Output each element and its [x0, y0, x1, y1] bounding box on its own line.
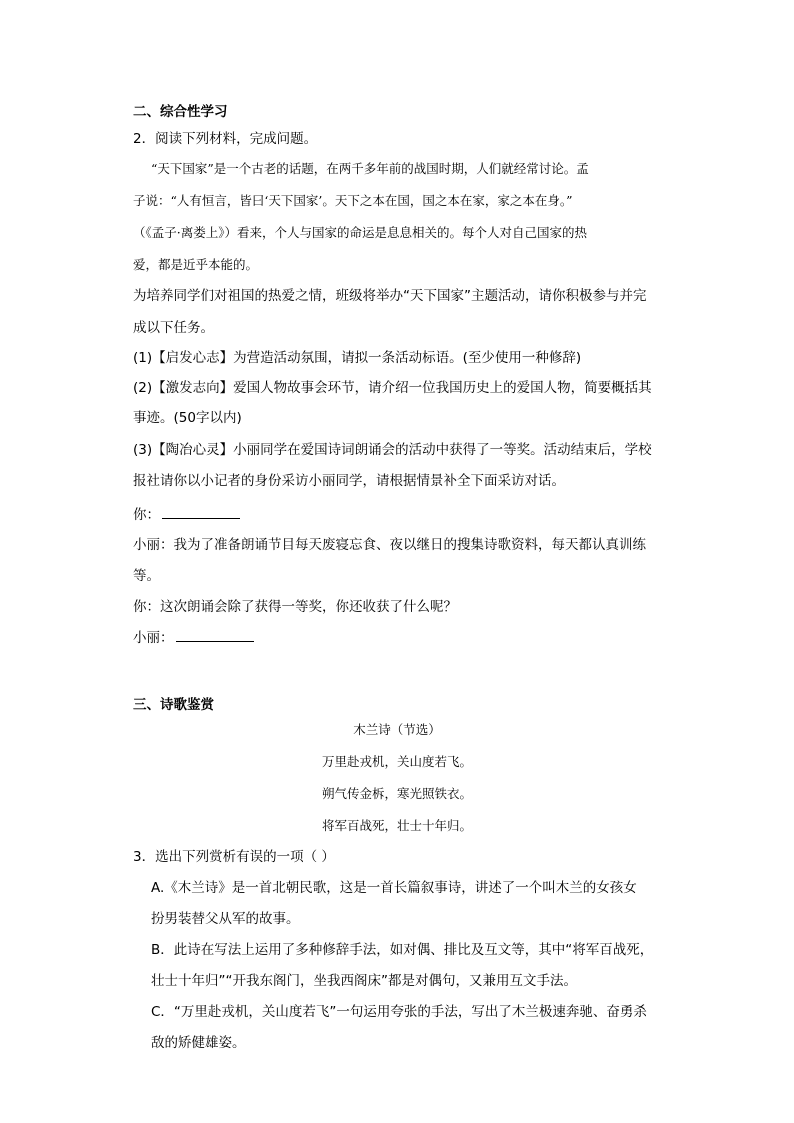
- poem-line: 将军百战死，壮士十年归。: [321, 818, 472, 833]
- passage-line: “天下国家”是一个古老的话题，在两千多年前的战国时期，人们就经常讨论。孟: [151, 161, 589, 176]
- task-intro-line: 成以下任务。: [133, 320, 214, 336]
- passage-line: 爱，都是近乎本能的。: [133, 257, 259, 272]
- option-a-cont: 扮男装替父从军的故事。: [151, 911, 300, 927]
- sub-question-3-line: (3)【陶冶心灵】小丽同学在爱国诗词朗诵会的活动中获得了一等奖。活动结束后，学校: [133, 442, 652, 458]
- option-b-cont: 壮士十年归”“开我东阁门，坐我西阁床”都是对偶句，又兼用互文手法。: [151, 973, 577, 989]
- dialog-xiaoli-1-line: 小丽：我为了准备朗诵节目每天废寝忘食、夜以继日的搜集诗歌资料，每天都认真训练: [133, 537, 646, 553]
- dialog-speaker: 小丽：: [133, 630, 174, 646]
- poem-title: 木兰诗（节选）: [353, 722, 441, 737]
- dialog-you-2: 你：这次朗诵会除了获得一等奖，你还收获了什么呢？: [133, 599, 457, 615]
- sub-question-2-line: 事迹。(50字以内): [133, 410, 242, 426]
- dialog-xiaoli-2: [133, 628, 254, 648]
- section-3-heading: 三、诗歌鉴赏: [133, 697, 214, 713]
- option-a[interactable]: A.《木兰诗》是一首北朝民歌，这是一首长篇叙事诗，讲述了一个叫木兰的女孩女: [151, 880, 637, 896]
- question-2-intro: 2．阅读下列材料，完成问题。: [133, 131, 318, 147]
- option-c[interactable]: C．“万里赴戎机，关山度若飞”一句运用夸张的手法，写出了木兰极速奔驰、奋勇杀: [151, 1004, 647, 1020]
- sub-question-2-line: (2)【激发志向】爱国人物故事会环节，请介绍一位我国历史上的爱国人物，简要概括其: [133, 380, 652, 396]
- task-intro-line: 为培养同学们对祖国的热爱之情，班级将举办“天下国家”主题活动，请你积极参与并完: [133, 288, 647, 304]
- option-b[interactable]: B．此诗在写法上运用了多种修辞手法，如对偶、排比及互文等，其中“将军百战死，: [151, 942, 654, 958]
- poem-line: 万里赴戎机，关山度若飞。: [321, 754, 472, 769]
- sub-question-1: (1)【启发心志】为营造活动氛围，请拟一条活动标语。(至少使用一种修辞): [133, 350, 582, 366]
- passage-line: 子说：“人有恒言，皆曰‘天下国家’。天下之本在国，国之本在家，家之本在身。”: [133, 193, 573, 208]
- sub-question-3-line: 报社请你以小记者的身份采访小丽同学，请根据情景补全下面采访对话。: [133, 473, 565, 489]
- poem-line: 朔气传金柝，寒光照铁衣。: [321, 786, 472, 801]
- option-c-cont: 敌的矫健雄姿。: [151, 1035, 246, 1051]
- dialog-speaker: 你：: [133, 507, 160, 523]
- dialog-xiaoli-1-line: 等。: [133, 568, 160, 584]
- passage-line: （《孟子·离娄上》）看来，个人与国家的命运是息息相关的。每个人对自己国家的热: [133, 225, 587, 240]
- question-3-stem: 3．选出下列赏析有误的一项（ ）: [133, 849, 335, 865]
- dialog-you-1: [133, 505, 240, 525]
- answer-blank[interactable]: [162, 505, 240, 519]
- section-2-heading: 二、综合性学习: [133, 104, 228, 120]
- answer-blank[interactable]: [176, 628, 254, 642]
